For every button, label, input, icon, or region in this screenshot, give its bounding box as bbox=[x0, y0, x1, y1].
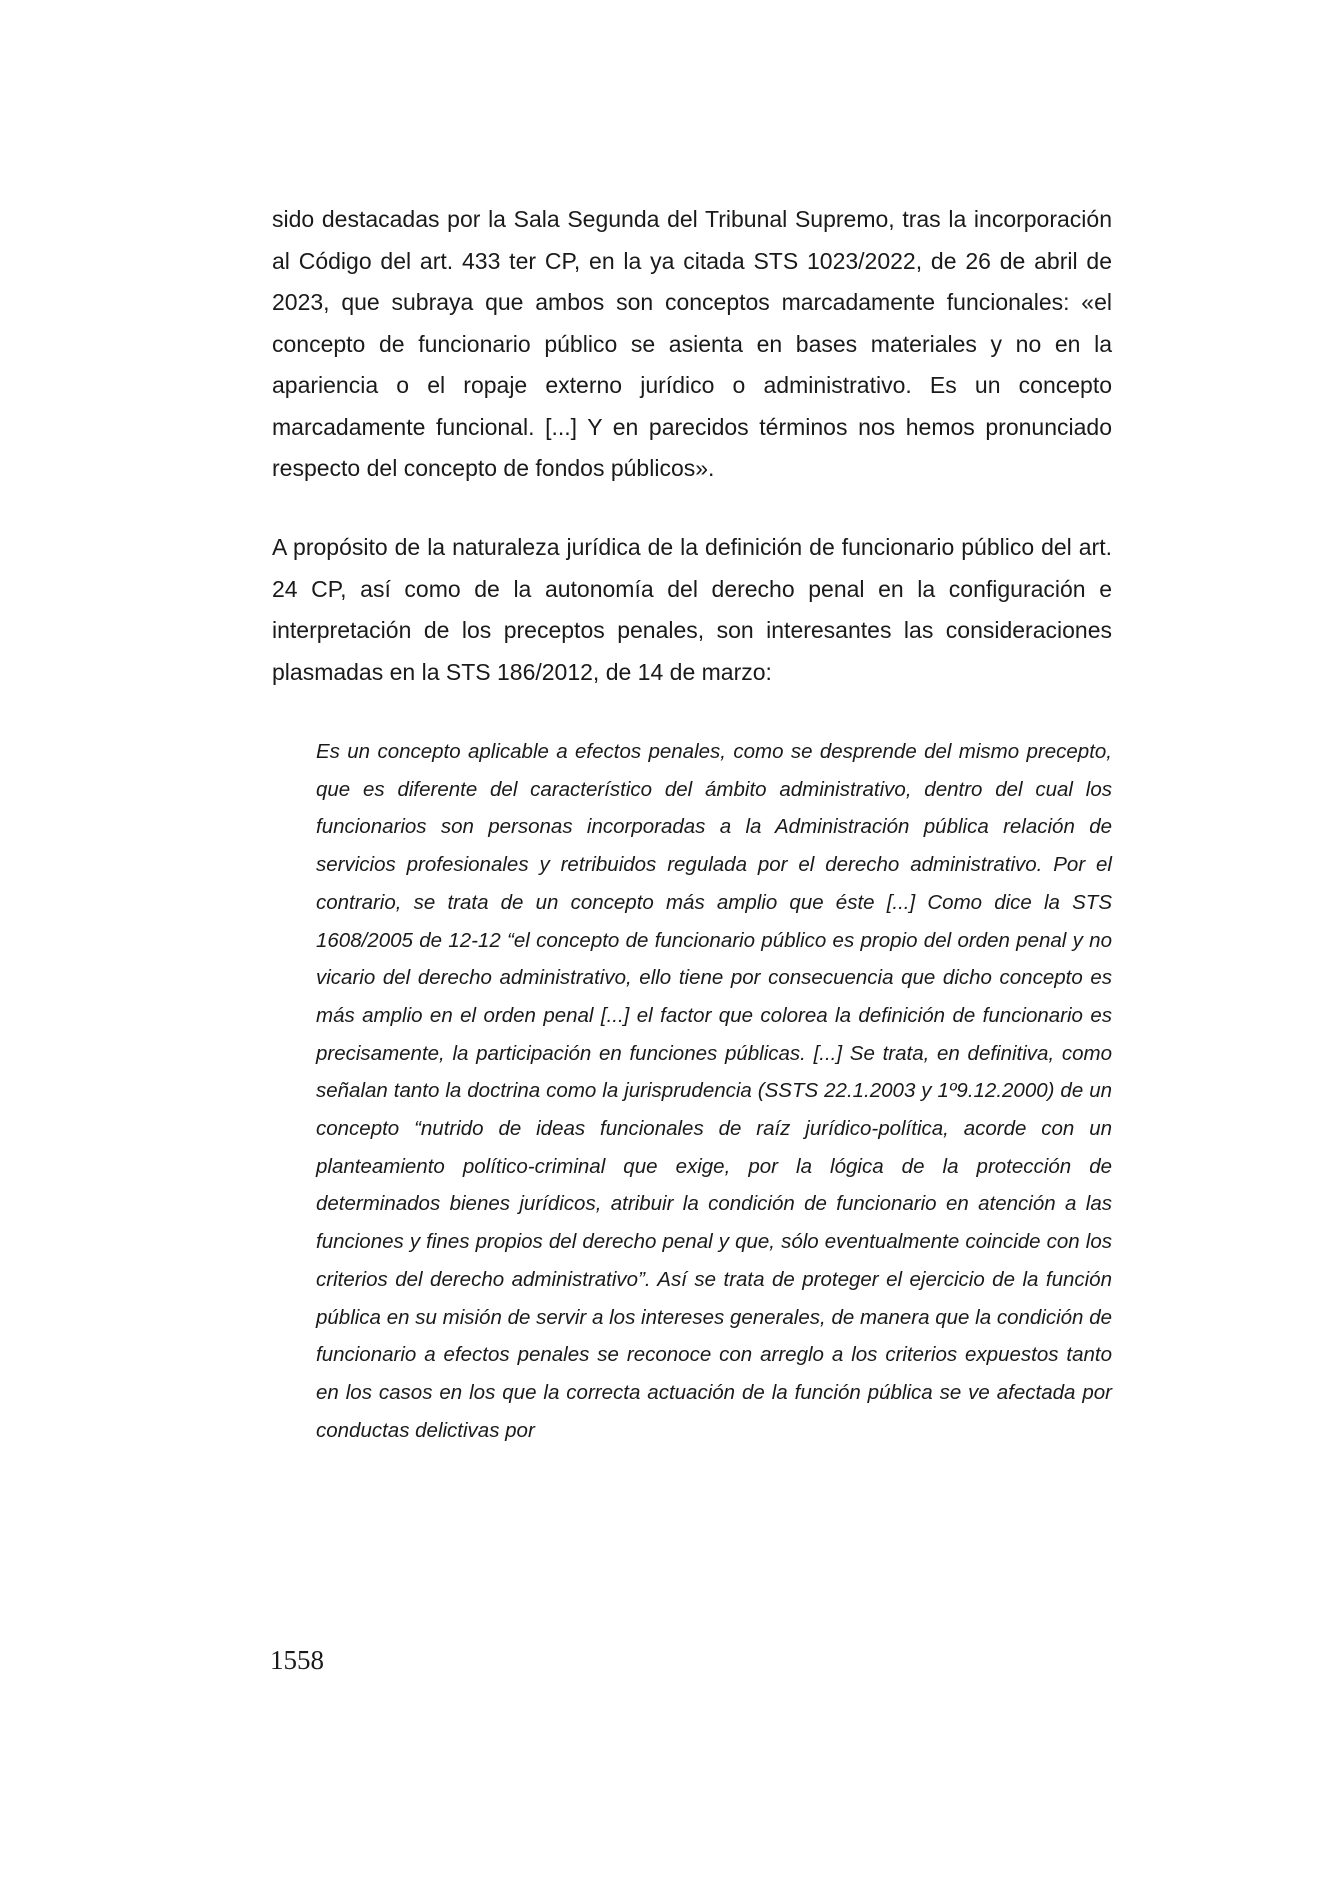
body-paragraph: A propósito de la naturaleza jurídica de la definición de funcionario público del art. 24 CP, así como de la autonomía del derecho penal en la configuración e interpretación de los preceptos penales, son interesantes las consideraciones plasmadas en la STS 186/2012, de 14 de marzo: bbox=[272, 534, 1112, 685]
block-quote: Es un concepto aplicable a efectos penales, como se desprende del mismo precepto, que es diferente del característico del ámbito administrativo, dentro del cual los funcionarios son personas incorporadas a la Administración pública relación de servicios profesionales y retribuidos regulada por el derecho administrativo. Por el contrario, se trata de un concepto más amplio que éste [...] Como dice la STS 1608/2005 de 12-12 “el concepto de funcionario público es propio del orden penal y no vicario del derecho administrativo, ello tiene por consecuencia que dicho concepto es más amplio en el orden penal [...] el factor que colorea la definición de funcionario es precisamente, la participación en funciones públicas. [...] Se trata, en definitiva, como señalan tanto la doctrina como la jurisprudencia (SSTS 22.1.2003 y 1º9.12.2000) de un concepto “nutrido de ideas funcionales de raíz jurídico-política, acorde con un planteamiento político-criminal que exige, por la lógica de la protección de determinados bienes jurídicos, atribuir la condición de funcionario en atención a las funciones y fines propios del derecho penal y que, sólo eventualmente coincide con los criterios del derecho administrativo”. Así se trata de proteger el ejercicio de la función pública en su misión de servir a los intereses generales, de manera que la condición de funcionario a efectos penales se reconoce con arreglo a los criterios expuestos tanto en los casos en los que la correcta actuación de la función pública se ve afectada por conductas delictivas por bbox=[316, 740, 1112, 1442]
body-paragraph: sido destacadas por la Sala Segunda del Tribunal Supremo, tras la incorporación al Código del art. 433 ter CP, en la ya citada STS 1023/2022, de 26 de abril de 2023, que subraya que ambos son conceptos marcadamente funcionales: «el concepto de funcionario público se asienta en bases materiales y no en la apariencia o el ropaje externo jurídico o administrativo. Es un concepto marcadamente funcional. [...] Y en parecidos términos nos hemos pronunciado respecto del concepto de fondos públicos». bbox=[272, 206, 1112, 481]
page-number: 1558 bbox=[270, 1645, 324, 1675]
